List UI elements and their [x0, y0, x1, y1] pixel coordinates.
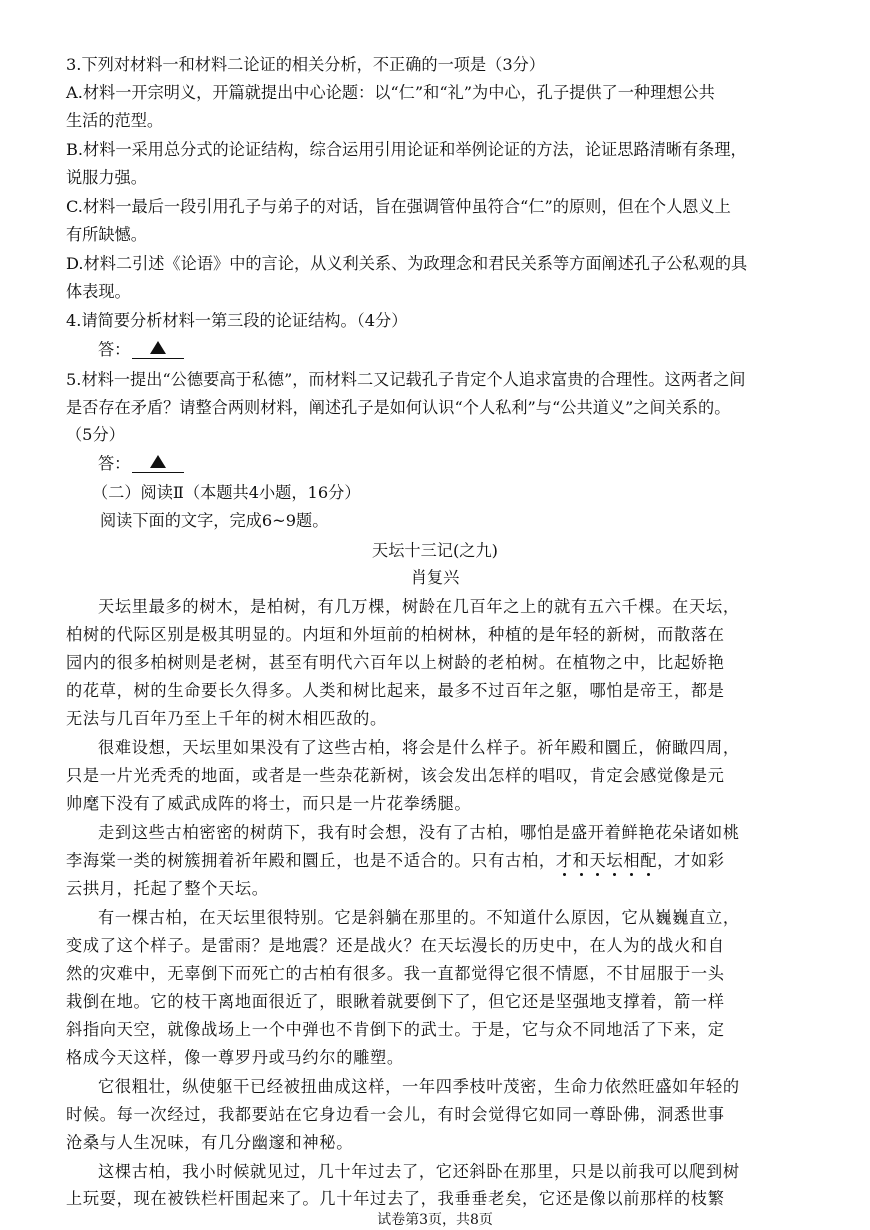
emphasis-dotted-text: [556, 851, 657, 870]
article-line: 云拱月，托起了整个天坛。: [66, 879, 269, 898]
emphasis-char: 才: [555, 851, 573, 870]
article-line-text: ，才如彩: [657, 851, 725, 870]
question-5-stem-line-2: 是否存在矛盾？请整合两则材料，阐述孔子是如何认识“个人私利”与“公共道义”之间关系的。: [66, 398, 731, 417]
question-5-stem-line-1: 5.材料一提出“公德要高于私德”，而材料二又记载孔子肯定个人追求富贵的合理性。这两者之间: [66, 370, 746, 389]
option-b-line-2: 说服力强。: [66, 168, 147, 187]
option-d-line-2: 体表现。: [66, 282, 131, 301]
article-line: 变成了这个样子。是雷雨？是地震？还是战火？在天坛漫长的历史中，在人为的战火和自: [66, 936, 725, 955]
page-footer: 试卷第3页，共8页: [377, 1212, 493, 1228]
answer-blank-q4[interactable]: [132, 338, 184, 359]
emphasis-char: 天: [589, 851, 607, 870]
article-line-with-emphasis: [66, 851, 804, 871]
question-5-score: （5分）: [66, 425, 125, 444]
emphasis-char: 配: [640, 851, 658, 870]
emphasis-char: 和: [572, 851, 590, 870]
article-line: 它很粗壮，纵使躯干已经被扭曲成这样，一年四季枝叶茂密，生命力依然旺盛如年轻的: [98, 1077, 740, 1096]
answer-label: 答：: [98, 454, 131, 473]
option-c-line-1: C.材料一最后一段引用孔子与弟子的对话，旨在强调管仲虽符合“仁”的原则，但在个人恩义上: [66, 197, 731, 216]
article-line: 时候。每一次经过，我都要站在它身边看一会儿，有时会觉得它如同一尊卧佛，洞悉世事: [66, 1105, 725, 1124]
option-d-line-1: D.材料二引述《论语》中的言论，从义利关系、为政理念和君民关系等方面阐述孔子公私观的具: [66, 254, 748, 273]
article-line: 只是一片光秃秃的地面，或者是一些杂花新树，该会发出怎样的唱叹，肯定会感觉像是元: [66, 766, 725, 785]
article-line: 天坛里最多的树木，是柏树，有几万棵，树龄在几百年之上的就有五六千棵。在天坛，: [98, 597, 740, 616]
option-b-line-1: B.材料一采用总分式的论证结构，综合运用引用论证和举例论证的方法，论证思路清晰有条理，: [66, 140, 747, 159]
article-line: 沧桑与人生况味，有几分幽邃和神秘。: [66, 1133, 354, 1152]
article-line: 栽倒在地。它的枝干离地面很近了，眼瞅着就要倒下了，但它还是坚强地支撑着，箭一样: [66, 992, 725, 1011]
article-line: 帅麾下没有了威武成阵的将士，而只是一片花拳绣腿。: [66, 794, 472, 813]
triangle-icon: [150, 341, 166, 354]
article-line-text: 李海棠一类的树簇拥着祈年殿和圜丘，也是不适合的。只有古柏，: [66, 851, 556, 870]
article-line: 斜指向天空，就像战场上一个中弹也不肯倒下的武士。于是，它与众不同地活了下来，定: [66, 1020, 725, 1039]
question-3-stem: 3.下列对材料一和材料二论证的相关分析，不正确的一项是（3分）: [66, 55, 545, 74]
section-heading: （二）阅读Ⅱ（本题共4小题，16分）: [92, 483, 361, 502]
article-line: 上玩耍，现在被铁栏杆围起来了。几十年过去了，我垂垂老矣，它还是像以前那样的枝繁: [66, 1189, 725, 1208]
article-line: 的花草，树的生命要长久得多。人类和树比起来，最多不过百年之躯，哪怕是帝王，都是: [66, 681, 725, 700]
article-line: 有一棵古柏，在天坛里很特别。它是斜躺在那里的。不知道什么原因，它从巍巍直立，: [98, 908, 740, 927]
question-4-stem: 4.请简要分析材料一第三段的论证结构。（4分）: [66, 311, 408, 330]
article-title: 天坛十三记(之九): [372, 541, 498, 560]
article-author: 肖复兴: [410, 568, 460, 587]
option-a-line-2: 生活的范型。: [66, 111, 164, 130]
article-line: 然的灾难中，无辜倒下而死亡的古柏有很多。我一直都觉得它很不情愿，不甘屈服于一头: [66, 964, 725, 983]
emphasis-char: 坛: [606, 851, 624, 870]
article-line: 这棵古柏，我小时候就见过，几十年过去了，它还斜卧在那里，只是以前我可以爬到树: [98, 1162, 740, 1181]
answer-blank-q5[interactable]: [132, 452, 184, 473]
answer-label: 答：: [98, 340, 131, 359]
triangle-icon: [150, 455, 166, 468]
article-line: 走到这些古柏密密的树荫下，我有时会想，没有了古柏，哪怕是盛开着鲜艳花朵诸如桃: [98, 823, 740, 842]
section-instruction: 阅读下面的文字，完成6~9题。: [100, 511, 329, 530]
article-line: 柏树的代际区别是极其明显的。内垣和外垣前的柏树林，种植的是年轻的新树，而散落在: [66, 625, 725, 644]
option-a-line-1: A.材料一开宗明义，开篇就提出中心论题：以“仁”和“礼”为中心，孔子提供了一种理想公共: [66, 83, 715, 102]
option-c-line-2: 有所缺憾。: [66, 225, 147, 244]
article-line: 无法与几百年乃至上千年的树木相匹敌的。: [66, 709, 387, 728]
emphasis-char: 相: [623, 851, 641, 870]
article-line: 园内的很多柏树则是老树，甚至有明代六百年以上树龄的老柏树。在植物之中，比起娇艳: [66, 653, 725, 672]
article-line: 很难设想，天坛里如果没有了这些古柏，将会是什么样子。祈年殿和圜丘，俯瞰四周，: [98, 738, 740, 757]
article-line: 格成今天这样，像一尊罗丹或马约尔的雕塑。: [66, 1048, 404, 1067]
